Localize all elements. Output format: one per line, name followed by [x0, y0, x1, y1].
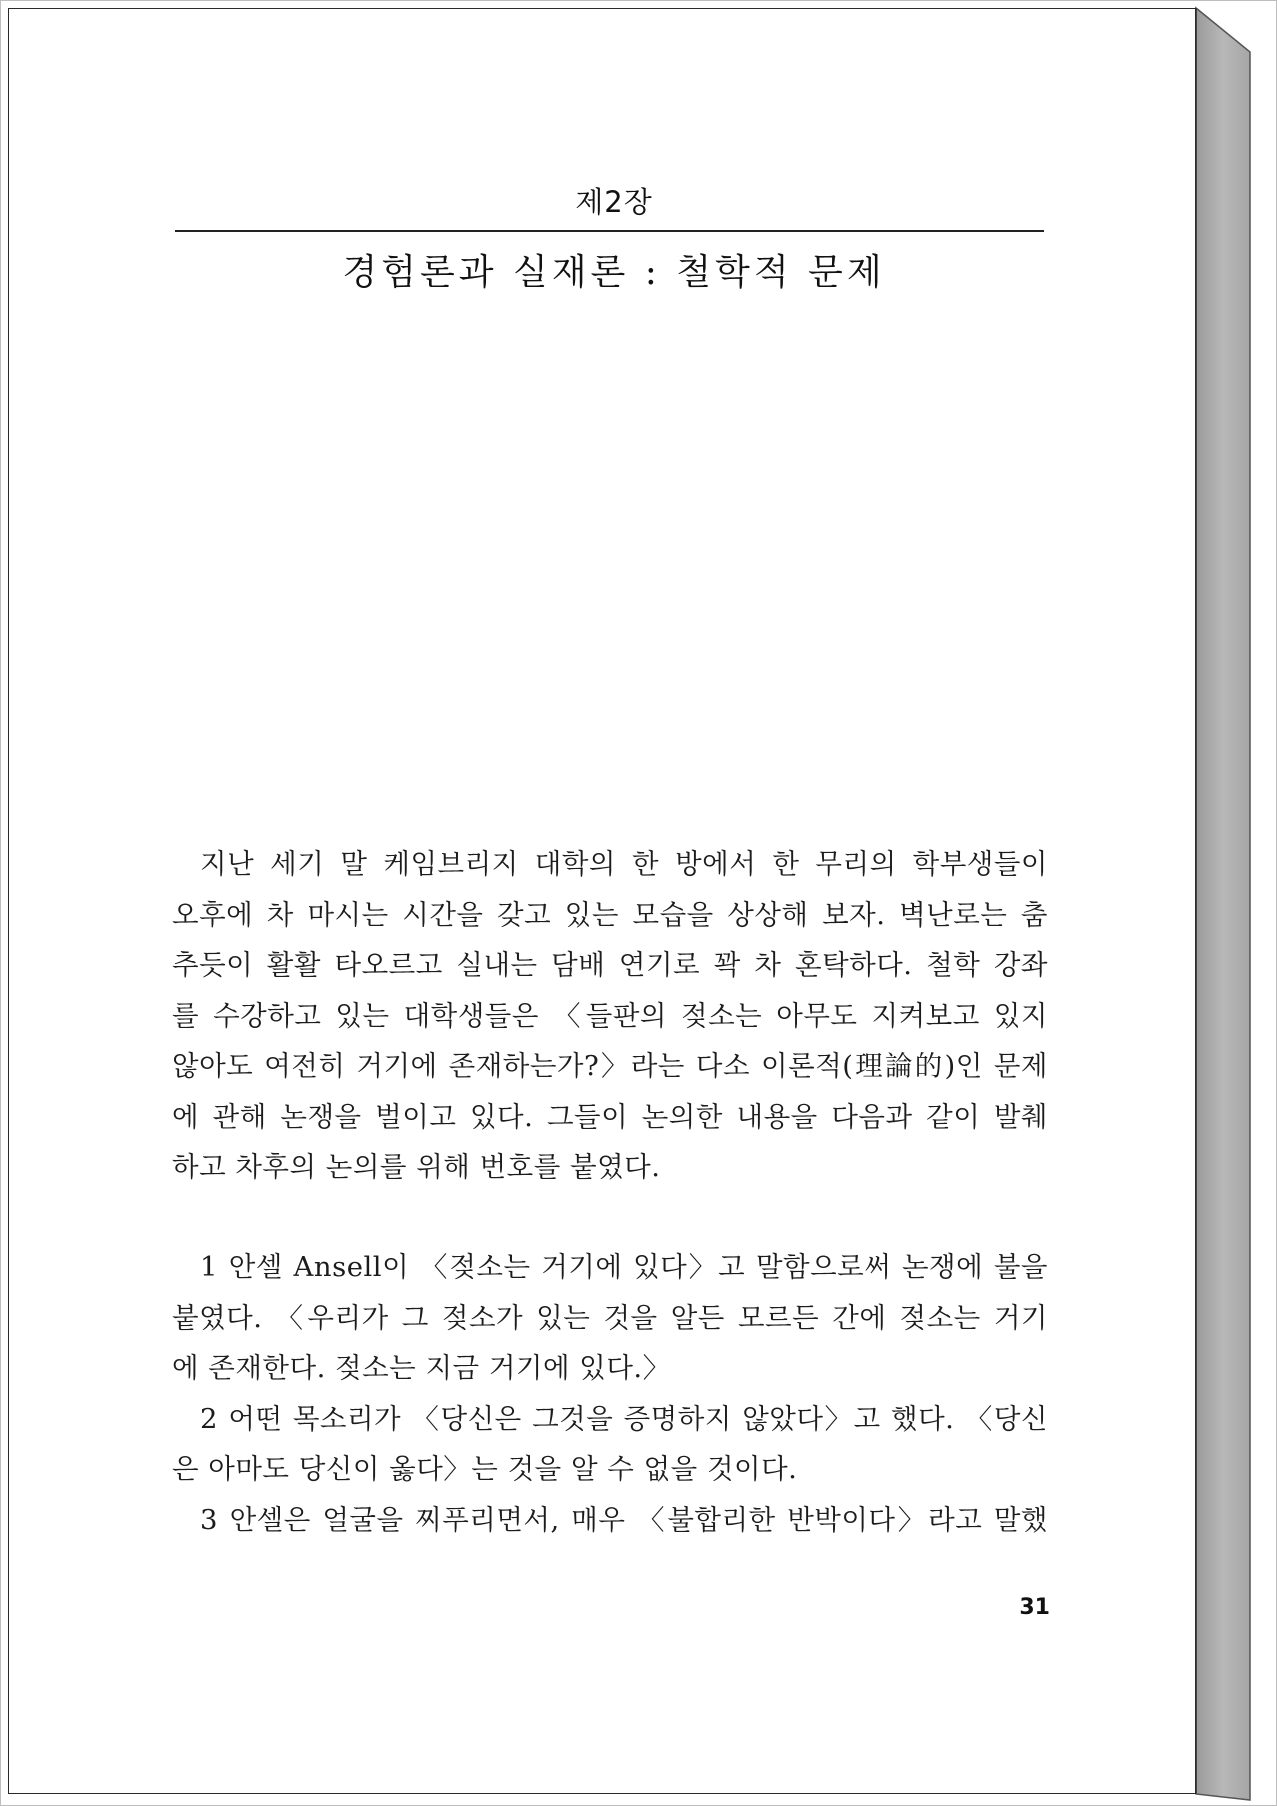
text-line: 은 아마도 당신이 옳다〉는 것을 알 수 없을 것이다.: [172, 1453, 798, 1485]
text-line: 하고 차후의 논의를 위해 번호를 붙였다.: [172, 1151, 661, 1183]
numbered-dialogue: [172, 1242, 1048, 1545]
text-line: 붙였다. 〈우리가 그 젖소가 있는 것을 알든 모르든 간에 젖소는 거기: [172, 1301, 1048, 1334]
text-line: 오후에 차 마시는 시간을 갖고 있는 모습을 상상해 보자. 벽난로는 춤: [172, 898, 1048, 931]
numbered-item-1: 1 안셀 Ansell이 〈젖소는 거기에 있다〉고 말함으로써 논쟁에 불을: [200, 1251, 1048, 1283]
text-line: 지난 세기 말 케임브리지 대학의 한 방에서 한 무리의 학부생들이: [200, 848, 1048, 880]
text-line: 않아도 여전히 거기에 존재하는가?〉라는 다소 이론적(理論的)인 문제: [172, 1050, 1048, 1082]
chapter-label: 제2장: [575, 185, 653, 219]
chapter-divider: [175, 230, 1044, 232]
intro-paragraph: [172, 839, 1048, 1193]
text-line: 에 존재한다. 젖소는 지금 거기에 있다.〉: [172, 1352, 671, 1384]
text-line: 를 수강하고 있는 대학생들은 〈들판의 젖소는 아무도 지켜보고 있지: [172, 999, 1048, 1032]
numbered-item-3: 3 안셀은 얼굴을 찌푸리면서, 매우 〈불합리한 반박이다〉라고 말했: [200, 1503, 1048, 1536]
text-line: 에 관해 논쟁을 벌이고 있다. 그들이 논의한 내용을 다음과 같이 발췌: [172, 1100, 1048, 1133]
numbered-item-2: 2 어떤 목소리가 〈당신은 그것을 증명하지 않았다〉고 했다. 〈당신: [200, 1402, 1048, 1435]
chapter-title: 경험론과 실재론 : 철학적 문제: [342, 252, 886, 293]
text-line: 추듯이 활활 타오르고 실내는 담배 연기로 꽉 차 혼탁하다. 철학 강좌: [172, 949, 1048, 981]
page-number: 31: [1019, 1595, 1050, 1620]
